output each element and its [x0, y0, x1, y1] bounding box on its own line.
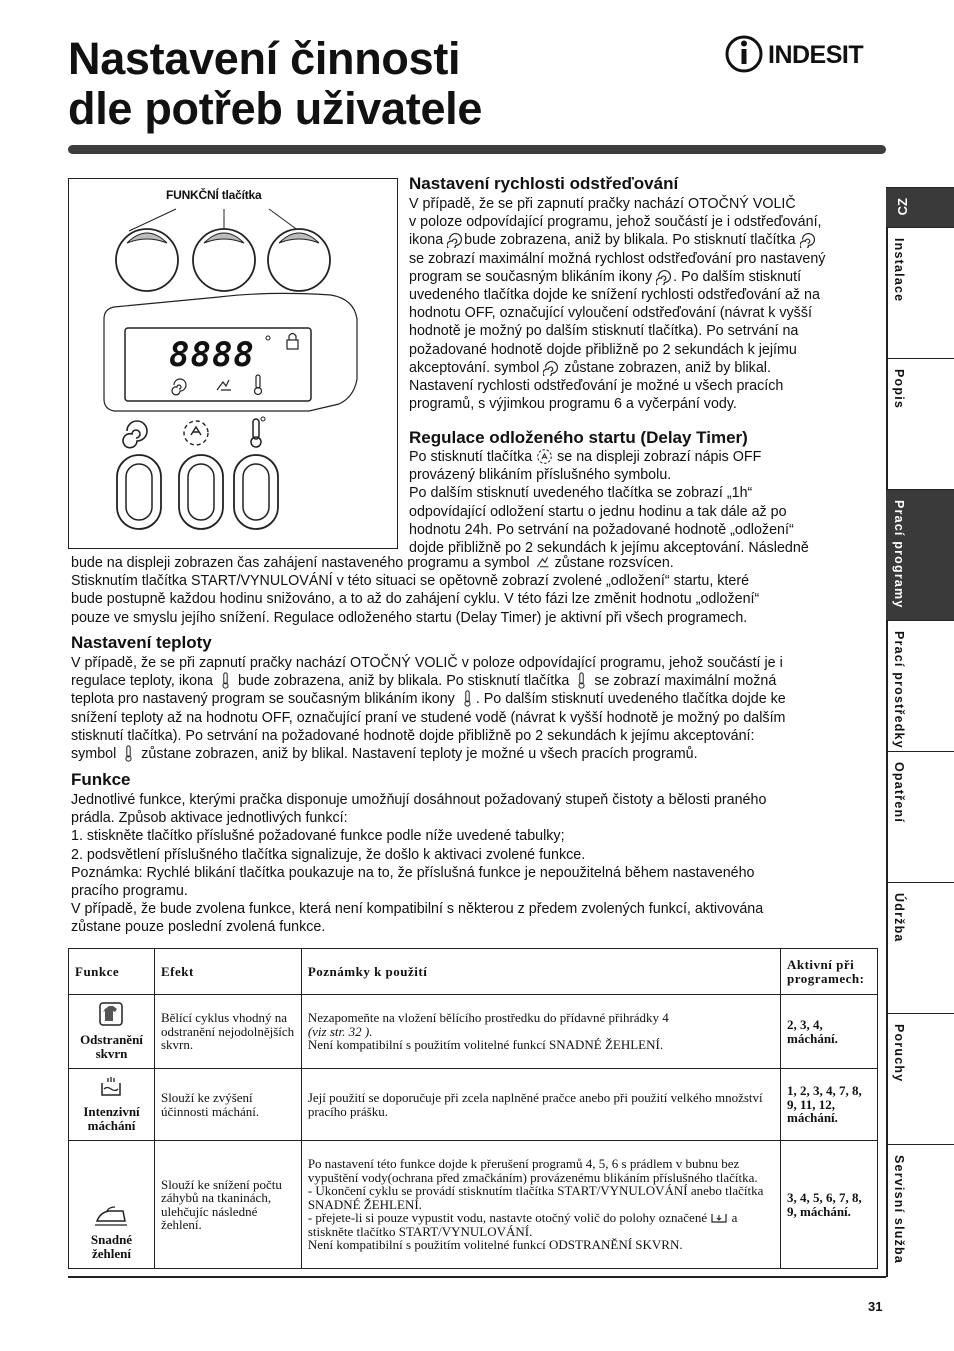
text-line: bude postupně každou hodinu snižováno, a to až do zahájení cyklu. V této fázi lze změnit hodnotu „odložení“: [71, 591, 760, 608]
tab-label: Poruchy: [892, 1024, 906, 1083]
text-line: Jednotlivé funkce, kterými pračka disponuje umožňují dosáhnout požadovaný stupeň čistoty a bělosti praného: [71, 792, 767, 808]
notes-cell: [301, 995, 780, 1069]
text-line: [409, 231, 825, 249]
function-name: Snadné žehlení: [90, 1232, 133, 1261]
tab-label: Popis: [892, 369, 906, 410]
title-rule: [68, 145, 886, 154]
spin-icon: [656, 268, 673, 285]
tab-udrzba[interactable]: [886, 882, 954, 1013]
text-line: dojde přibližně po 2 sekundách k jejímu akceptování. Následně: [409, 539, 809, 556]
text-fragment: bude zobrazena, aniž by blikala. Po stisknutí tlačítka: [464, 232, 796, 249]
text-line: se zobrazí maximální možná rychlost odstřeďování pro nastavený: [409, 250, 826, 267]
spin-heading: Nastavení rychlosti odstřeďování: [409, 174, 679, 193]
temp-paragraph: [71, 654, 786, 763]
text-line: programů, s výjimkou programu 6 a vyčerpání vody.: [409, 396, 737, 413]
text-line: V případě, že se při zapnutí pračky nachází OTOČNÝ VOLIČ: [409, 196, 796, 212]
text-fragment: se zobrazí maximální možná: [594, 673, 777, 690]
funkce-heading: Funkce: [71, 770, 131, 789]
tab-label: Údržba: [892, 893, 906, 943]
text-line: Po dalším stisknutí uvedeného tlačítka se zobrazí „1h“: [409, 485, 753, 502]
tab-opatreni[interactable]: [886, 751, 954, 882]
function-button-2: [193, 229, 255, 291]
thermometer-icon: [459, 690, 476, 707]
tab-instalace[interactable]: [886, 227, 954, 358]
temp-heading: Nastavení teploty: [71, 633, 212, 652]
thermometer-icon: [120, 745, 137, 762]
column-header: Funkce: [69, 949, 155, 995]
text-line: Stisknutím tlačítka START/VYNULOVÁNÍ v této situaci se opětovně zobrazí zvolené „odložení“ startu, které: [71, 573, 750, 590]
intensive-rinse-icon: [99, 1075, 123, 1099]
text-line: [71, 672, 786, 690]
text-line: V případě, že se při zapnutí pračky nachází OTOČNÝ VOLIČ v poloze odpovídající programu, jehož součástí je i: [71, 655, 783, 671]
text-fragment: zůstane zobrazen, aniž by blikal.: [564, 359, 771, 376]
panel-label: FUNKČNÍ tlačítka: [166, 188, 262, 202]
active-programs-cell: 2, 3, 4, máchání.: [780, 995, 877, 1069]
text-line: hodnotě je možný po dalším stisknutí tlačítka). Po setrvání na: [409, 323, 799, 340]
function-name: Odstranění skvrn: [80, 1032, 143, 1061]
text-line: [409, 359, 825, 377]
text-fragment: . Po dalším stisknutí uvedeného tlačítka dojde ke: [475, 691, 786, 708]
tab-label: Instalace: [892, 238, 906, 303]
tab-cz[interactable]: [886, 187, 954, 227]
text-line: prádla. Způsob aktivace jednotlivých funkcí:: [71, 810, 348, 827]
effect-cell: Slouží ke zvýšení účinnosti máchání.: [154, 1069, 301, 1141]
text-line: v poloze odpovídající programu, jehož součástí je i odstřeďování,: [409, 214, 822, 231]
delay-paragraph-full: [71, 554, 759, 627]
text-line: [71, 745, 786, 763]
function-button-3: [268, 229, 330, 291]
table-row: [69, 1069, 878, 1141]
text-line: Nastavení rychlosti odstřeďování je možné u všech pracích: [409, 377, 784, 394]
drain-icon: [710, 1212, 728, 1224]
effect-cell: Slouží ke snížení počtu záhybů na tkaninách, ulehčujíc následné žehlení.: [154, 1141, 301, 1269]
funkce-paragraph: [71, 791, 766, 937]
column-header: Aktivní při programech:: [780, 949, 877, 995]
tab-label: Opatření: [892, 762, 906, 823]
text-line: [71, 554, 759, 572]
stain-shirt-icon: [98, 1001, 124, 1027]
note-line: Není kompatibilní s použitím volitelné funkcí ODSTRANĚNÍ SKVRN.: [307, 1237, 683, 1253]
text-line: pracího programu.: [71, 882, 188, 899]
tab-servisni-sluzba[interactable]: [886, 1144, 954, 1277]
delay-heading: Regulace odloženého startu (Delay Timer): [409, 428, 748, 447]
functions-table: [68, 948, 878, 1269]
tab-label: Prací prostředky: [892, 631, 906, 749]
text-line: pouze ve smyslu jejího snížení. Regulace odloženého startu (Delay Timer) je aktivní při všech programech.: [71, 609, 748, 626]
tab-praci-prostredky[interactable]: [886, 620, 954, 751]
text-line: Poznámka: Rychlé blikání tlačítka poukazuje na to, že příslušná funkce je nepoužitelná během nastaveného: [71, 864, 755, 881]
column-header: Efekt: [154, 949, 301, 995]
note-line: (viz str. 32 ).: [307, 1023, 373, 1039]
text-fragment: bude zobrazena, aniž by blikala. Po stisknutí tlačítka: [237, 673, 570, 690]
tab-label: CZ: [895, 198, 910, 216]
control-panel-illustration: [68, 178, 398, 549]
column-header: Poznámky k použití: [301, 949, 780, 995]
spin-icon: [800, 231, 817, 248]
page-title: [68, 34, 628, 134]
spin-icon: [447, 231, 464, 248]
table-header-row: [69, 949, 878, 995]
text-line: odpovídající odložení startu o jednu hodinu a tak dále až po: [409, 503, 787, 520]
function-name-cell: [69, 995, 155, 1069]
function-name: Intenzivní máchání: [83, 1104, 140, 1133]
text-fragment: zůstane zobrazen, aniž by blikal. Nastavení teploty je možné u všech pracích programů.: [141, 745, 698, 762]
thermometer-icon: [217, 672, 234, 689]
text-line: zůstane pouze poslední zvolená funkce.: [71, 919, 326, 936]
tab-popis[interactable]: [886, 358, 954, 489]
text-fragment: regulace teploty, ikona: [71, 673, 213, 690]
note-fragment: - přejete-li si pouze vypustit vodu, nastavte otočný volič do polohy označené: [307, 1210, 708, 1226]
text-fragment: program se současným blikáním ikony: [409, 268, 653, 285]
note-line: Není kompatibilní s použitím volitelné funkcí SNADNÉ ŽEHLENÍ.: [307, 1037, 664, 1053]
thermometer-icon: [573, 672, 590, 689]
indesit-logo: [724, 32, 889, 76]
panel-drawing: [69, 179, 399, 550]
text-fragment: se na displeji zobrazí nápis OFF: [557, 449, 762, 465]
text-fragment: zůstane rozsvícen.: [554, 555, 674, 571]
notes-cell: Její použití se doporučuje při zcela naplněné pračce anebo při použití velkého množství pracího prášku.: [301, 1069, 780, 1141]
text-line: hodnotu 24h. Po setrvání na požadované hodnotě „odložení“: [409, 521, 794, 538]
notes-cell: [301, 1141, 780, 1269]
text-line: stisknutí tlačítka). Po setrvání na požadované hodnotě dojde přibližně po 2 sekundách k jejímu akceptování:: [71, 727, 755, 744]
tab-label: Servisní služba: [892, 1155, 906, 1265]
text-line: [71, 690, 786, 708]
text-line: 1. stiskněte tlačítko příslušné požadované funkce podle níže uvedené tabulky;: [71, 828, 565, 845]
text-line: [409, 448, 809, 466]
iron-icon: [93, 1205, 129, 1227]
note-line: [308, 1211, 774, 1238]
section-sidebar: [886, 187, 954, 1277]
text-line: provázený blikáním příslušného symbolu.: [409, 467, 672, 484]
text-fragment: . Po dalším stisknutí: [673, 268, 802, 285]
active-programs-cell: 3, 4, 5, 6, 7, 8, 9, máchání.: [780, 1141, 877, 1269]
active-programs-cell: 1, 2, 3, 4, 7, 8, 9, 11, 12, máchání.: [780, 1069, 877, 1141]
text-fragment: akceptování. symbol: [409, 359, 540, 376]
display-digits: 8888: [169, 335, 255, 375]
text-line: 2. podsvětlení příslušného tlačítka signalizuje, že došlo k aktivaci zvolené funkce.: [71, 846, 586, 863]
delay-paragraph-right: [409, 448, 809, 557]
note-line: Po nastavení této funkce dojde k přerušení programů 4, 5, 6 s prádlem v bubnu bez vypuštění vody(ochrana před zmačkáním) provázenému blikáním příslušného tlačítka.: [307, 1156, 758, 1185]
spin-paragraph: [409, 195, 825, 413]
note-line: - Ukončení cyklu se provádí stisknutím tlačítka START/VYNULOVÁNÍ anebo tlačítka SNADNÉ ŽEHLENÍ.: [307, 1183, 764, 1212]
function-name-cell: [69, 1141, 155, 1269]
title-line-1: Nastavení činnosti: [68, 33, 461, 84]
table-row: [69, 1141, 878, 1269]
note-fragment: a stiskněte tlačítko START/VYNULOVÁNÍ.: [307, 1210, 738, 1239]
effect-cell: Bělící cyklus vhodný na odstranění nejodolnějších skvrn.: [154, 995, 301, 1069]
text-line: hodnotu OFF, označující vyloučení odstřeďování (návrat k vyšší: [409, 305, 812, 322]
delay-symbol-icon: [534, 554, 551, 571]
text-fragment: Po stisknutí tlačítka: [409, 449, 533, 465]
text-line: požadované hodnotě dojde přibližně po 2 sekundách k jejímu: [409, 341, 797, 358]
button-oval-outer: [117, 455, 278, 529]
text-fragment: teplota pro nastavený program se současným blikáním ikony: [71, 691, 455, 708]
text-line: snížení teploty až na hodnotu OFF, označující praní ve studené vodě (návrat k vyšší hodnotě je možný po dalším: [71, 709, 786, 726]
text-line: V případě, že bude zvolena funkce, která není kompatibilní s některou z předem zvolených funkcí, aktivována: [71, 901, 764, 918]
delay-timer-icon: [536, 448, 553, 465]
note-line: Nezapomeňte na vložení bělícího prostředku do přídavné přihrádky 4: [307, 1010, 669, 1026]
brand-name: INDESIT: [768, 41, 864, 69]
tab-poruchy[interactable]: [886, 1013, 954, 1144]
text-line: [409, 268, 825, 286]
tab-praci-programy[interactable]: [886, 489, 954, 620]
text-fragment: ikona: [409, 232, 444, 249]
bottom-rule: [68, 1276, 886, 1278]
tab-label: Prací programy: [892, 500, 906, 609]
title-line-2: dle potřeb uživatele: [68, 83, 483, 134]
function-name-cell: [69, 1069, 155, 1141]
function-button-1: [116, 229, 178, 291]
page-number: 31: [868, 1299, 883, 1314]
text-line: uvedeného tlačítka dojde ke snížení rychlosti odstřeďování až na: [409, 286, 820, 303]
text-fragment: bude na displeji zobrazen čas zahájení nastaveného programu a symbol: [71, 555, 530, 571]
text-fragment: symbol: [71, 745, 117, 762]
spin-icon: [543, 359, 560, 376]
table-row: [69, 995, 878, 1069]
